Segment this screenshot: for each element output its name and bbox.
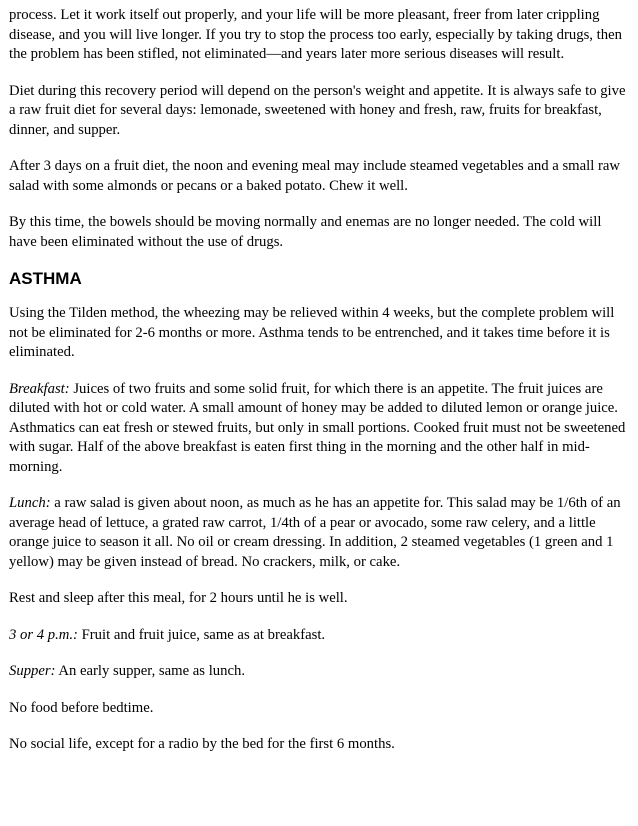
- paragraph-bedtime: No food before bedtime.: [9, 699, 154, 716]
- breakfast-text: Juices of two fruits and some solid fruit, for which there is an appetite. The fruit juices are diluted with hot or cold water. A small amount of honey may be added to diluted lemon or orange juice. Asthmatics can eat fresh or stewed fruits, but only in small portions. Cooked fruit must not be sweetened with sugar. Half of the above breakfast is eaten first thing in the morning and the other half in mid-morning.: [9, 380, 626, 475]
- supper-text: An early supper, same as lunch.: [55, 663, 245, 679]
- paragraph-rest: Rest and sleep after this meal, for 2 hours until he is well.: [9, 590, 348, 606]
- breakfast-label: Breakfast:: [9, 380, 70, 397]
- paragraph-fruit-diet: After 3 days on a fruit diet, the noon and evening meal may include steamed vegetables and a small raw salad with some almonds or pecans or a baked potato. Chew it well.: [9, 158, 620, 194]
- paragraph-breakfast: [9, 380, 631, 478]
- paragraph-asthma-intro: Using the Tilden method, the wheezing may be relieved within 4 weeks, but the complete problem will not be eliminated for 2-6 months or more. Asthma tends to be entrenched, and it takes time before it is eliminated.: [9, 305, 615, 360]
- paragraph-process: process. Let it work itself out properly, and your life will be more pleasant, freer from later crippling disease, and you will live longer. If you try to stop the process too early, especially by taking drugs, then the problem has been stifled, not eliminated—and years later more serious diseases will result.: [9, 7, 622, 62]
- lunch-text: a raw salad is given about noon, as much as he has an appetite for. This salad may be 1/6th of an average head of lettuce, a grated raw carrot, 1/4th of a pear or avocado, some raw celery, and a little orange juice to season it all. No oil or cream dressing. In addition, 2 steamed vegetables (1 green and 1 yellow) may be given instead of bread. No crackers, milk, or cake.: [9, 495, 621, 570]
- afternoon-text: Fruit and fruit juice, same as at breakfast.: [77, 626, 326, 643]
- paragraph-social: No social life, except for a radio by the bed for the first 6 months.: [9, 736, 395, 752]
- paragraph-supper: [9, 662, 631, 682]
- paragraph-lunch: [9, 494, 631, 572]
- afternoon-label: 3 or 4 p.m.:: [9, 626, 78, 643]
- lunch-label: Lunch:: [9, 495, 51, 511]
- paragraph-afternoon: [9, 626, 631, 646]
- supper-label: Supper:: [9, 663, 56, 679]
- section-heading-asthma: ASTHMA: [9, 269, 82, 288]
- paragraph-bowels: By this time, the bowels should be moving normally and enemas are no longer needed. The cold will have been eliminated without the use of drugs.: [9, 214, 602, 250]
- paragraph-recovery-diet: Diet during this recovery period will depend on the person's weight and appetite. It is always safe to give a raw fruit diet for several days: lemonade, sweetened with honey and fresh, raw, fruits for breakfast, dinner, and supper.: [9, 82, 626, 138]
- document-page: [9, 6, 631, 772]
